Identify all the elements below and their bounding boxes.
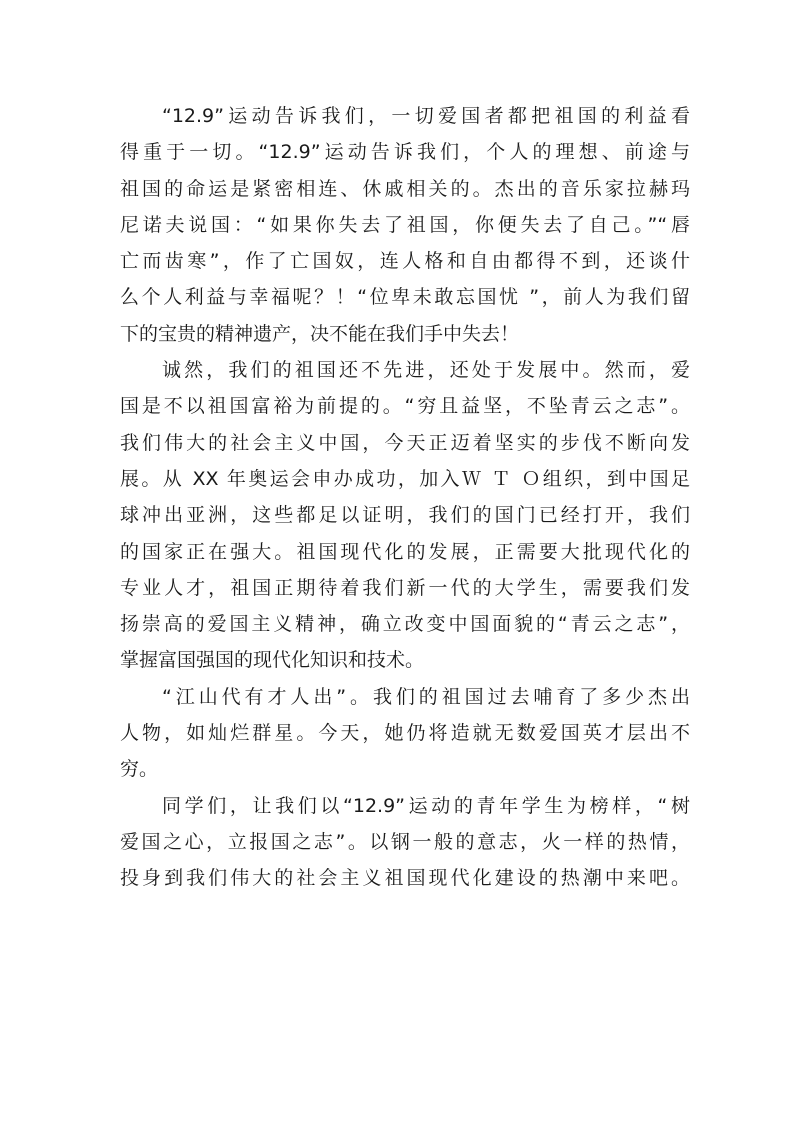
text-line: 同学们，让我们以“12.9”运动的青年学生为榜样，“树 bbox=[162, 794, 690, 817]
text-line: 人物，如灿烂群星。今天，她仍将造就无数爱国英才层出不 bbox=[120, 722, 690, 745]
text-line: 下的宝贵的精神遗产，决不能在我们手中失去！ bbox=[120, 322, 520, 345]
text-line: 的国家正在强大。祖国现代化的发展，正需要大批现代化的 bbox=[120, 540, 690, 563]
text-line: 得重于一切。“12.9”运动告诉我们，个人的理想、前途与 bbox=[120, 141, 690, 164]
article-body bbox=[120, 98, 690, 897]
text-line: 投身到我们伟大的社会主义祖国现代化建设的热潮中来吧。 bbox=[120, 867, 690, 890]
text-line: 球冲出亚洲，这些都足以证明，我们的国门已经打开，我们 bbox=[120, 504, 690, 527]
text-line: 展。从 XX 年奥运会申办成功，加入Ｗ Ｔ Ｏ组织，到中国足 bbox=[120, 467, 690, 490]
text-line: 掌握富国强国的现代化知识和技术。 bbox=[120, 649, 425, 672]
text-line: “12.9”运动告诉我们，一切爱国者都把祖国的利益看 bbox=[162, 105, 690, 127]
text-line: 专业人才，祖国正期待着我们新一代的大学生，需要我们发 bbox=[120, 576, 690, 599]
text-line: “江山代有才人出”。我们的祖国过去哺育了多少杰出 bbox=[162, 685, 690, 708]
text-line: 诚然，我们的祖国还不先进，还处于发展中。然而，爱 bbox=[162, 359, 690, 382]
text-line: 扬崇高的爱国主义精神，确立改变中国面貌的“青云之志”， bbox=[120, 613, 690, 636]
text-line: 尼诺夫说国：“如果你失去了祖国，你便失去了自己。”“唇 bbox=[120, 213, 690, 236]
paragraph-1 bbox=[120, 98, 690, 352]
paragraph-4 bbox=[120, 788, 690, 897]
text-line: 祖国的命运是紧密相连、休戚相关的。杰出的音乐家拉赫玛 bbox=[120, 177, 690, 200]
paragraph-2 bbox=[120, 352, 690, 679]
text-line: 我们伟大的社会主义中国，今天正迈着坚实的步伐不断向发 bbox=[120, 431, 690, 454]
text-line: 国是不以祖国富裕为前提的。“穷且益坚，不坠青云之志”。 bbox=[120, 395, 690, 418]
text-line: 爱国之心，立报国之志”。以钢一般的意志，火一样的热情， bbox=[120, 830, 690, 853]
text-line: 么个人利益与幸福呢？！“位卑未敢忘国忧 ”，前人为我们留 bbox=[120, 286, 690, 309]
paragraph-3 bbox=[120, 679, 690, 788]
text-line: 亡而齿寒”，作了亡国奴，连人格和自由都得不到，还谈什 bbox=[120, 250, 690, 273]
text-line: 穷。 bbox=[120, 758, 159, 781]
